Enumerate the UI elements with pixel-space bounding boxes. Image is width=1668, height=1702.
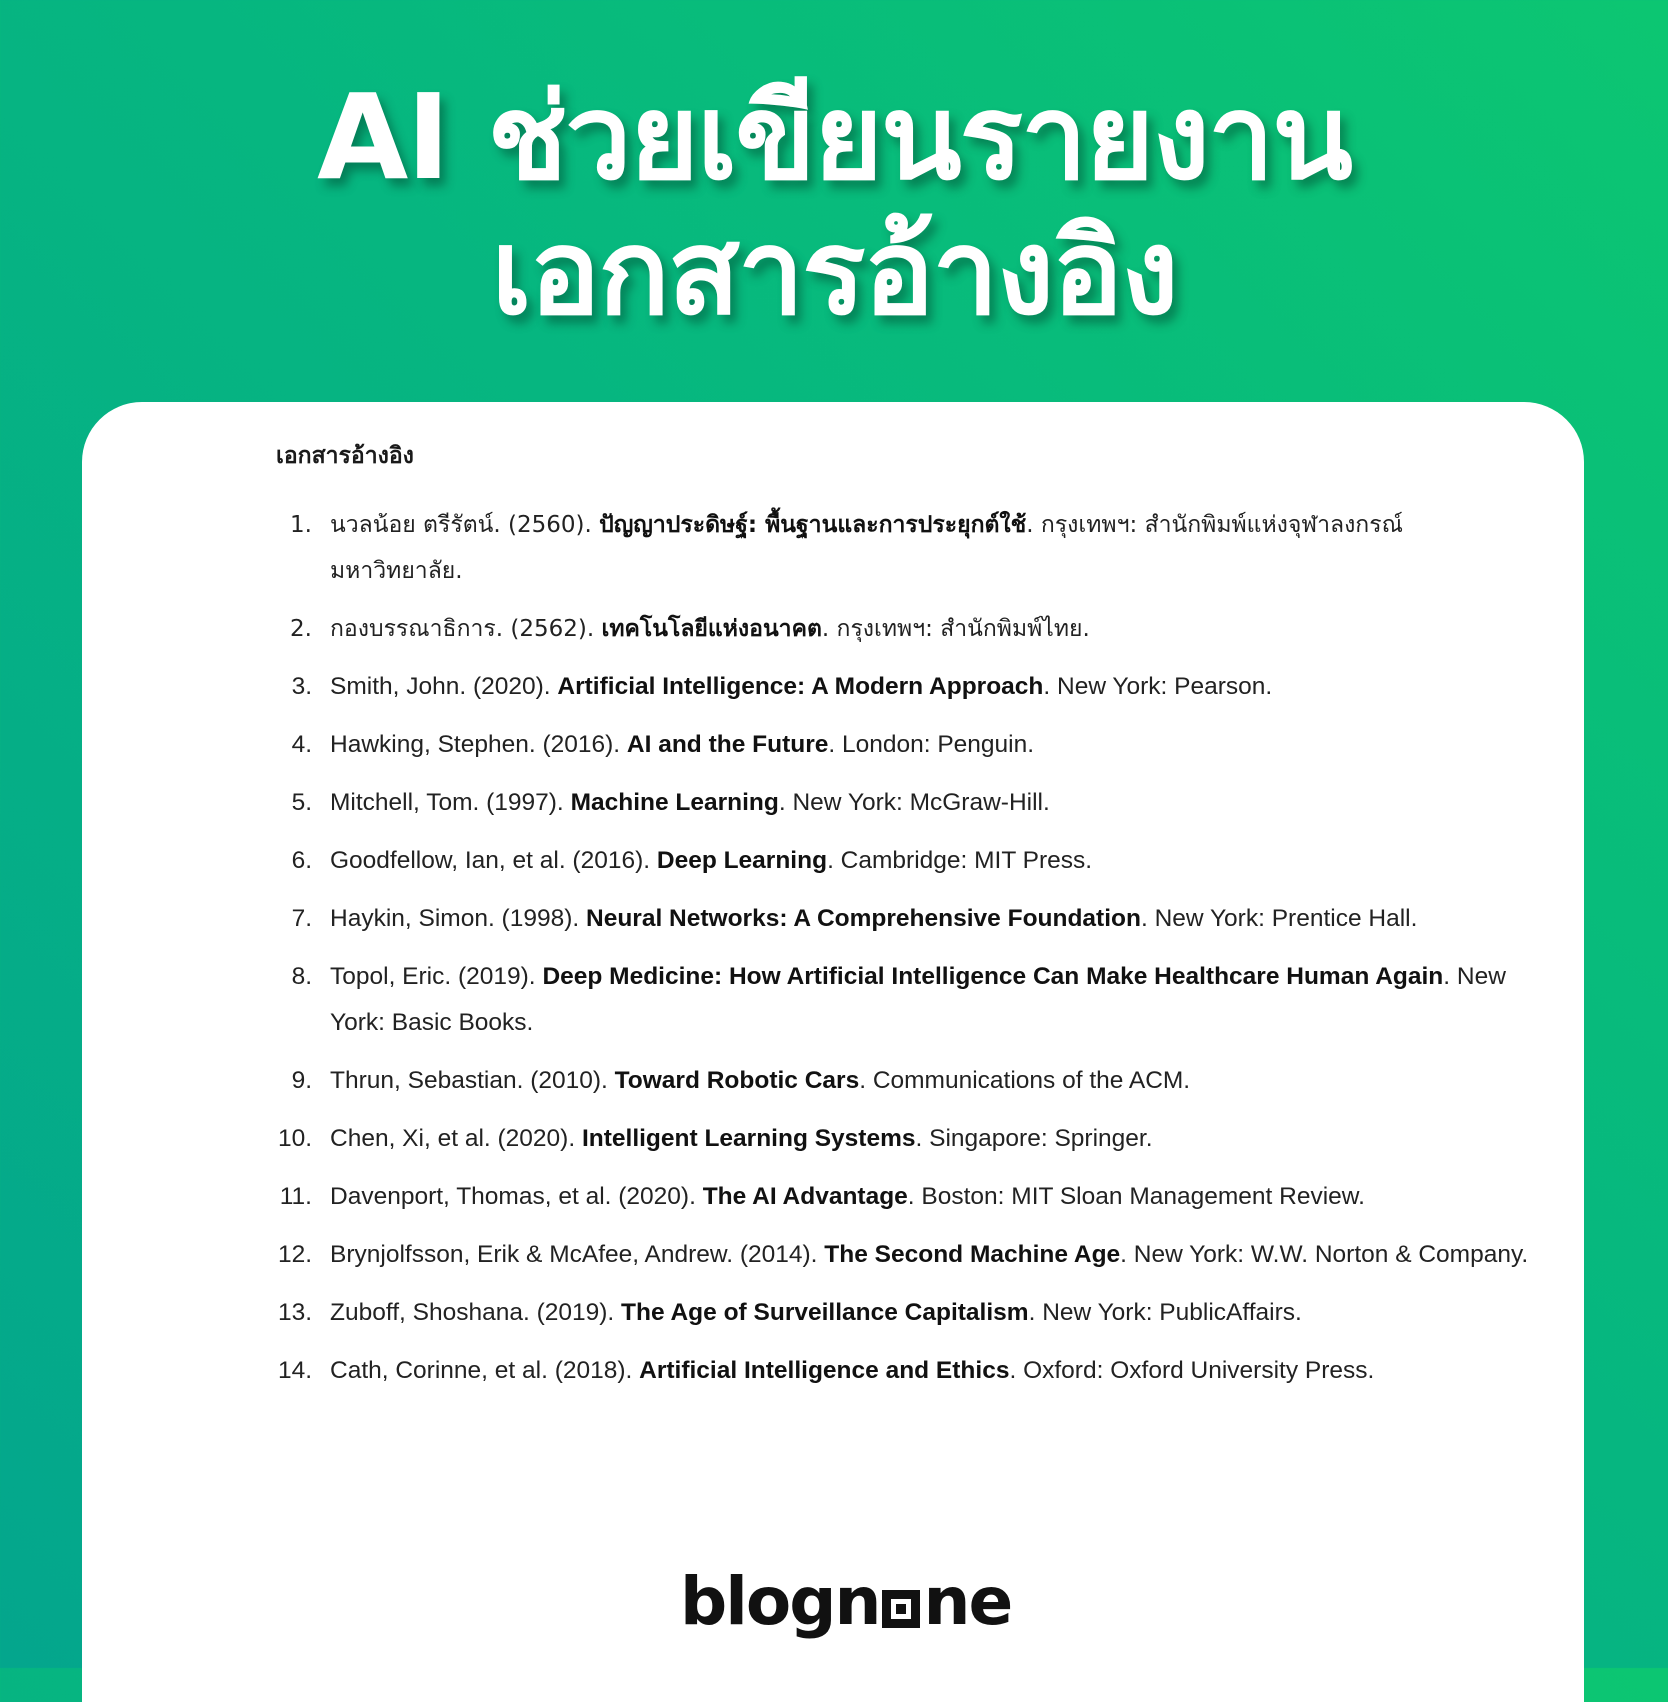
reference-item: 6. Goodfellow, Ian, et al. (2016). Deep Learning. Cambridge: MIT Press. bbox=[291, 847, 1093, 874]
reference-item: 8. Topol, Eric. (2019). Deep Medicine: How Artificial Intelligence Can Make Healthcare Human Again. New York: Basic Books. bbox=[291, 963, 1506, 1036]
reference-item: 13. Zuboff, Shoshana. (2019). The Age of Surveillance Capitalism. New York: PublicAffairs. bbox=[277, 1299, 1302, 1326]
reference-item: 4. Hawking, Stephen. (2016). AI and the Future. London: Penguin. bbox=[291, 731, 1035, 758]
reference-item: 3. Smith, John. (2020). Artificial Intelligence: A Modern Approach. New York: Pearson. bbox=[291, 673, 1273, 700]
reference-item: 14. Cath, Corinne, et al. (2018). Artificial Intelligence and Ethics. Oxford: Oxford University Press. bbox=[277, 1357, 1375, 1384]
headline-line-2: เอกสารอ้างอิง bbox=[491, 203, 1177, 341]
logo-text-right: ne bbox=[923, 1563, 1012, 1640]
reference-item: 9. Thrun, Sebastian. (2010). Toward Robotic Cars. Communications of the ACM. bbox=[291, 1067, 1191, 1094]
reference-item: 7. Haykin, Simon. (1998). Neural Networks: A Comprehensive Foundation. New York: Prentice Hall. bbox=[291, 905, 1418, 932]
blognone-logo bbox=[680, 1563, 1011, 1640]
reference-item: 2. กองบรรณาธิการ. (2562). เทคโนโลยีแห่งอนาคต. กรุงเทพฯ: สำนักพิมพ์ไทย. bbox=[290, 616, 1090, 642]
reference-item: 1. นวลน้อย ตรีรัตน์. (2560). ปัญญาประดิษฐ์: พื้นฐานและการประยุกต์ใช้. กรุงเทพฯ: สำนักพิมพ์แห่งจุฬาลงกรณ์มหาวิทยาลัย. bbox=[290, 512, 1403, 584]
references-heading: เอกสารอ้างอิง bbox=[276, 443, 414, 469]
headline bbox=[0, 70, 1668, 340]
reference-item: 11. Davenport, Thomas, et al. (2020). The AI Advantage. Boston: MIT Sloan Management Review. bbox=[279, 1183, 1365, 1210]
pixel-square-o-icon bbox=[882, 1590, 920, 1628]
logo-text-left: blogn bbox=[680, 1563, 880, 1640]
headline-line-1: AI ช่วยเขียนรายงาน bbox=[317, 68, 1351, 206]
reference-item: 5. Mitchell, Tom. (1997). Machine Learning. New York: McGraw-Hill. bbox=[291, 789, 1050, 816]
references-list bbox=[242, 502, 1532, 1406]
reference-item: 10. Chen, Xi, et al. (2020). Intelligent Learning Systems. Singapore: Springer. bbox=[277, 1125, 1153, 1152]
references-card bbox=[82, 402, 1584, 1702]
reference-item: 12. Brynjolfsson, Erik & McAfee, Andrew. (2014). The Second Machine Age. New York: W.W. Norton & Company. bbox=[277, 1241, 1529, 1268]
